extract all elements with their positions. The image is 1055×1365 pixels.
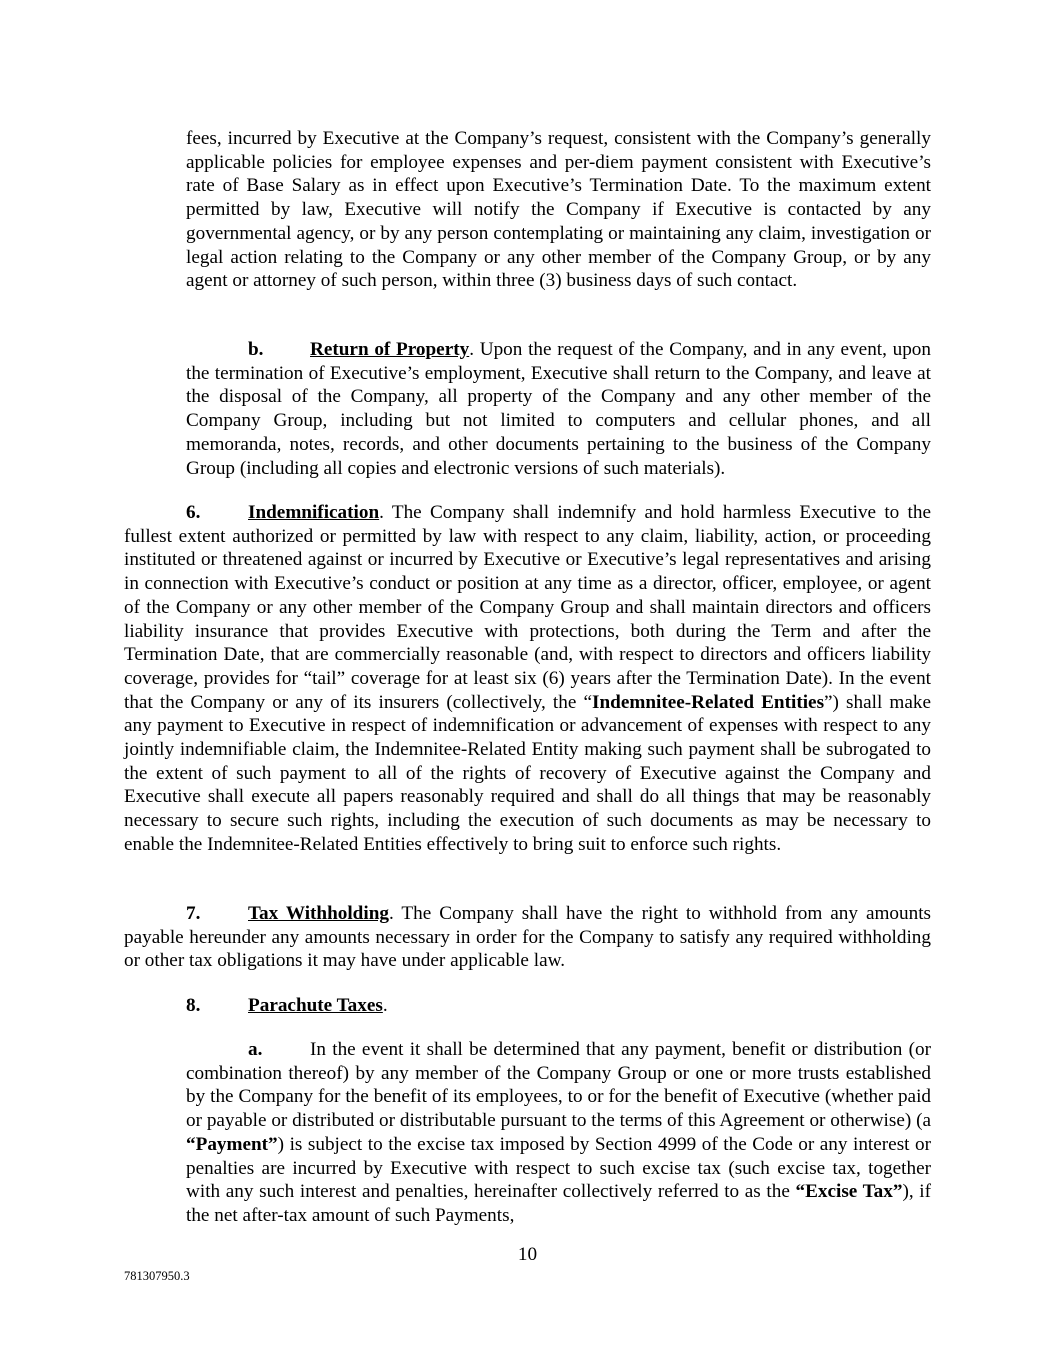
section-8-heading: Parachute Taxes [248, 995, 383, 1016]
section-6-number: 6. [186, 502, 201, 523]
section-8a-text-3: ), if the net after-tax amount of such Payments, [186, 1181, 931, 1226]
section-7-text: . The Company shall have the right to withhold from any amounts payable hereunder any amounts necessary in order for the Company to satisfy any required withholding or other tax obligations it may have under applicable law. [124, 903, 931, 972]
continuation-paragraph [186, 127, 931, 293]
section-5b-text: Upon the request of the Company, and in any event, upon the termination of Executive’s employment, Executive shall return to the Company, and leave at the disposal of the Company, all property of the Company and any other member of the Company Group, including but not limited to computers and cellular phones, and all memoranda, notes, records, and other documents pertaining to the business of the Company Group (including all copies and electronic versions of such materials). [186, 339, 931, 479]
section-8a-text-2: ) is subject to the excise tax imposed by Section 4999 of the Code or any interest or penalties are incurred by Executive with respect to such excise tax (such excise tax, together with any such interest and penalties, hereinafter collectively referred to as the [186, 1133, 931, 1203]
section-8a-paragraph [186, 1038, 931, 1228]
section-6-text-2: ”) shall make any payment to Executive in respect of indemnification or advancement of expenses with respect to any jointly indemnifiable claim, the Indemnitee-Related Entity making such payment shall be subrogated to the extent of such payment to all of the rights of recovery of Executive against the Company and Executive shall execute all papers reasonably required and shall do all things that may be reasonably necessary to secure such rights, including the execution of such documents as may be necessary to enable the Indemnitee-Related Entities effectively to bring suit to enforce such rights. [124, 691, 931, 855]
continuation-text: fees, incurred by Executive at the Company’s request, consistent with the Company’s generally applicable policies for employee expenses and per-diem payment consistent with Executive’s rate of Base Salary as in effect upon Executive’s Termination Date. To the maximum extent permitted by law, Executive will notify the Company if Executive is contacted by any governmental agency, or by any person contemplating or maintaining any claim, investigation or legal action relating to the Company or any other member of the Company Group, or by any agent or attorney of such person, within three (3) business days of such contact. [186, 128, 931, 292]
section-6-paragraph [124, 501, 931, 857]
page-number: 10 [517, 1244, 538, 1265]
section-6-defined-term: Indemnitee-Related Entities [592, 691, 825, 713]
section-8a-term-excise-tax: “Excise Tax” [795, 1181, 903, 1203]
section-8a-text-1: In the event it shall be determined that any payment, benefit or distribution (or combination thereof) by any member of the Company Group or one or more trusts established by the Company for the benefit of its employees, to or for the benefit of Executive (whether paid or payable or distributed or distributable pursuant to the terms of this Agreement or otherwise) (a [186, 1039, 931, 1132]
section-8-heading-suffix: . [382, 995, 388, 1016]
section-7-heading: Tax Withholding [248, 903, 389, 924]
section-8-number: 8. [186, 995, 201, 1016]
section-7-paragraph [124, 902, 931, 973]
section-6-text-1: . The Company shall indemnify and hold harmless Executive to the fullest extent authorized or permitted by law with respect to any claim, liability, action, or proceeding instituted or threatened against or incurred by Executive or Executive’s legal representatives and arising in connection with Executive’s conduct or position at any time as a director, officer, employee, or agent of the Company or any other member of the Company Group and shall maintain directors and officers liability insurance that provides Executive with protections, both during the Term and after the Termination Date, that are commercially reasonable (and, with respect to directors and officers liability coverage, provides for “tail” coverage for at least six (6) years after the Termination Date). In the event that the Company or any of its insurers (collectively, the “ [124, 502, 931, 713]
section-7-number: 7. [186, 903, 201, 924]
section-5b-heading-suffix: . [469, 339, 475, 360]
section-8a-term-payment: “Payment” [186, 1133, 278, 1155]
section-8-paragraph [124, 994, 931, 1018]
document-id: 781307950.3 [124, 1269, 190, 1283]
section-5b-heading: Return of Property [310, 339, 470, 360]
section-5b-paragraph [186, 338, 931, 480]
section-6-heading: Indemnification [248, 502, 380, 523]
section-5b-number: b. [248, 339, 264, 360]
section-8a-number: a. [248, 1039, 263, 1060]
